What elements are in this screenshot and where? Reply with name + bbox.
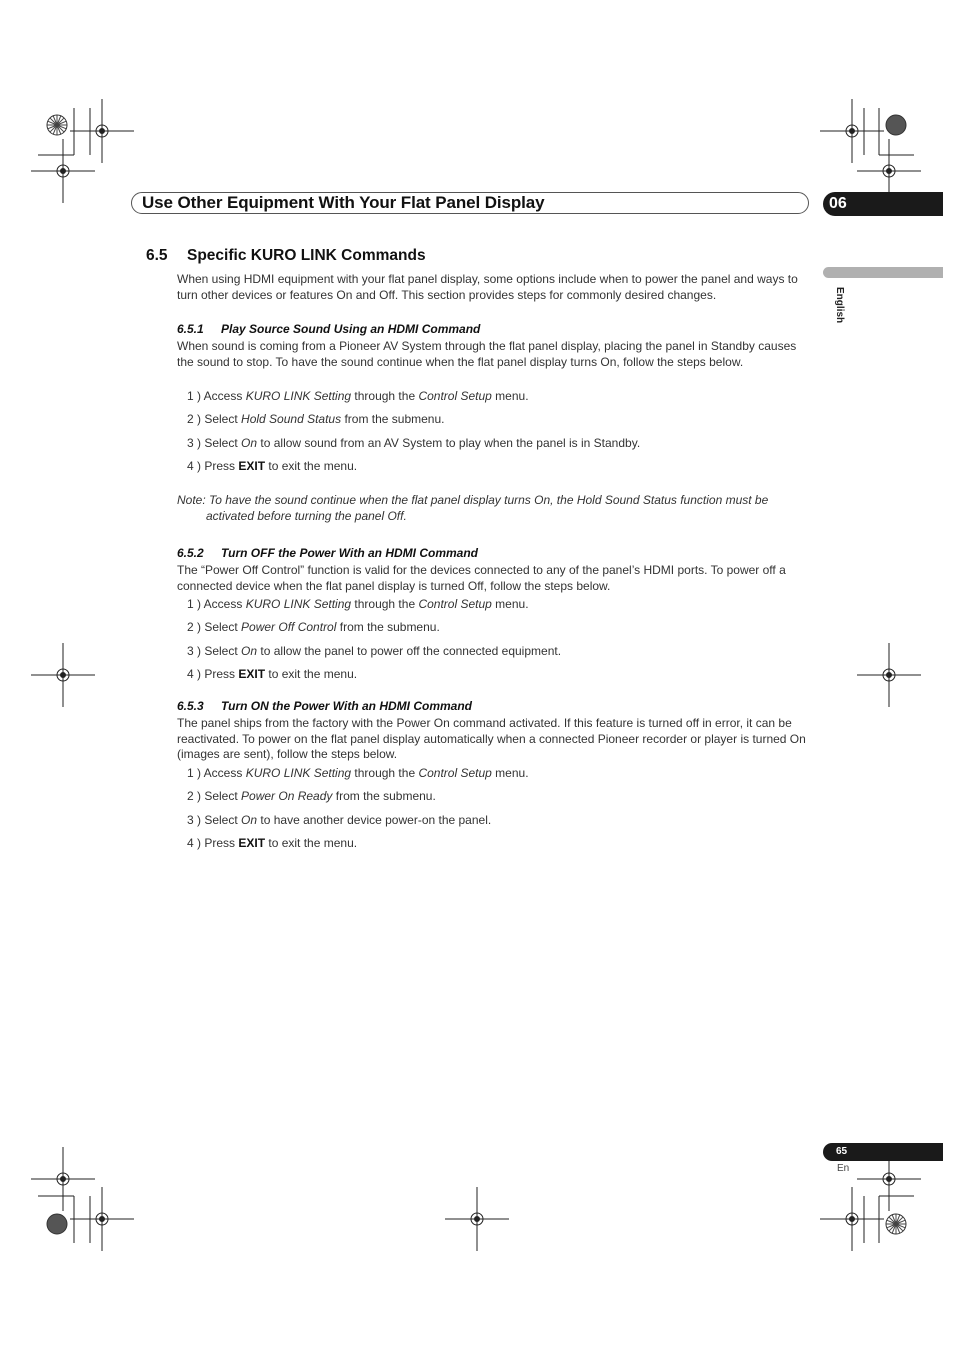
note-line: Note: To have the sound continue when the flat panel display turns On, the Hold Sound Status function must be — [177, 493, 769, 507]
section-number: 6.5 — [146, 247, 168, 264]
subsection-title: Turn OFF the Power With an HDMI Command — [221, 546, 479, 560]
chapter-title: Use Other Equipment With Your Flat Panel Display — [142, 193, 545, 212]
subsection-number: 6.5.3 — [177, 699, 204, 713]
subsection-body: The “Power Off Control” function is valid for the devices connected to any of the panel’s HDMI ports. To power off a connected device when the flat panel display is turned Off, follow the steps below. — [177, 563, 786, 593]
subsection-body: When sound is coming from a Pioneer AV System through the flat panel display, placing the panel in Standby causes the sound to stop. To have the sound continue when the flat panel display turns On, follow the steps below. — [177, 339, 797, 369]
language-tab — [823, 267, 943, 278]
subsection-heading-3 — [177, 699, 472, 713]
subsection-title: Play Source Sound Using an HDMI Command — [221, 322, 481, 336]
chapter-number-badge: 06 — [823, 192, 943, 216]
subsection-heading-1 — [177, 322, 480, 336]
step-item: 2 ) Select Power Off Control from the submenu. — [187, 620, 440, 634]
section-title-text: Specific KURO LINK Commands — [187, 247, 426, 264]
step-item: 4 ) Press EXIT to exit the menu. — [187, 836, 358, 850]
subsection-number: 6.5.2 — [177, 546, 204, 560]
registration-target — [886, 115, 906, 135]
step-item: 3 ) Select On to allow the panel to power off the connected equipment. — [187, 644, 562, 658]
note — [177, 493, 817, 524]
section-intro: When using HDMI equipment with your flat panel display, some options include when to power the panel and ways to turn other devices or features On and Off. This section provides steps for commonly desired changes. — [177, 272, 798, 302]
step-item: 3 ) Select On to allow sound from an AV System to play when the panel is in Standby. — [187, 436, 641, 450]
subsection-number: 6.5.1 — [177, 322, 204, 336]
subsection-title: Turn ON the Power With an HDMI Command — [221, 699, 473, 713]
subsection-body: The panel ships from the factory with the Power On command activated. If this feature is turned off in error, it can be reactivated. To power on the flat panel display automatically when a connected Pioneer recorder or player is turned On (images are sent), follow the steps below. — [177, 716, 806, 761]
step-item: 4 ) Press EXIT to exit the menu. — [187, 667, 358, 681]
step-item: 3 ) Select On to have another device power-on the panel. — [187, 813, 492, 827]
language-label: English — [834, 287, 845, 324]
section-title — [146, 247, 426, 265]
step-item: 2 ) Select Hold Sound Status from the submenu. — [187, 412, 445, 426]
page-language-code: En — [837, 1163, 850, 1174]
step-item: 1 ) Access KURO LINK Setting through the Control Setup menu. — [187, 766, 529, 780]
step-item: 1 ) Access KURO LINK Setting through the Control Setup menu. — [187, 597, 529, 611]
registration-target — [47, 1214, 67, 1234]
step-item: 2 ) Select Power On Ready from the submenu. — [187, 789, 436, 803]
subsection-heading-2 — [177, 546, 478, 560]
note-line: activated before turning the panel Off. — [206, 508, 407, 523]
step-item: 4 ) Press EXIT to exit the menu. — [187, 459, 358, 473]
page-number-badge: 65 — [823, 1143, 943, 1161]
step-item: 1 ) Access KURO LINK Setting through the Control Setup menu. — [187, 389, 529, 403]
